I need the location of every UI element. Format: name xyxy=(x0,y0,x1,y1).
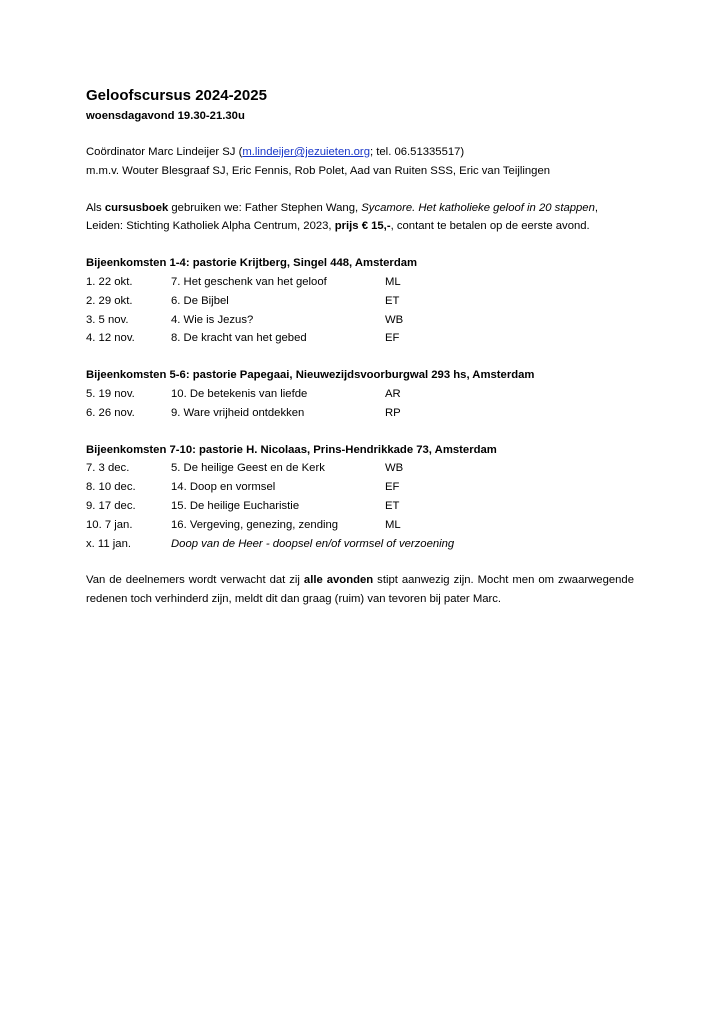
spacer xyxy=(86,236,634,254)
book-publisher: Leiden: Stichting Katholiek Alpha Centrum, 2023, xyxy=(86,220,335,233)
book-text: gebruiken we: Father Stephen Wang, xyxy=(168,201,362,214)
schedule-row xyxy=(86,516,634,535)
document-subtitle: woensdagavond 19.30-21.30u xyxy=(86,110,245,122)
schedule-row xyxy=(86,385,634,404)
section-meetings-7-10 xyxy=(86,441,634,554)
row-date: 5. 19 nov. xyxy=(86,387,135,400)
closing-text: stipt aanwezig zijn. Mocht men om zwaarwegende redenen toch verhinderd zijn, meldt dit dan graag (ruim) van tevoren bij pater Marc. xyxy=(86,574,634,606)
book-line-1 xyxy=(86,199,634,218)
row-initials: AR xyxy=(385,387,401,400)
row-initials: ML xyxy=(385,275,401,288)
assistants-line: m.m.v. Wouter Blesgraaf SJ, Eric Fennis, Rob Polet, Aad van Ruiten SSS, Eric van Teijlingen xyxy=(86,164,551,177)
schedule-row xyxy=(86,404,634,423)
spacer xyxy=(86,181,634,199)
coordinator-prefix: Coördinator Marc Lindeijer SJ ( xyxy=(86,146,243,158)
book-price: prijs € 15,- xyxy=(334,220,391,233)
row-initials: ET xyxy=(385,294,400,307)
section-heading: Bijeenkomsten 5-6: pastorie Papegaai, Nieuwezijdsvoorburgwal 293 hs, Amsterdam xyxy=(86,369,535,382)
closing-emphasis: alle avonden xyxy=(303,574,374,587)
row-topic: 5. De heilige Geest en de Kerk xyxy=(171,462,325,475)
schedule-row xyxy=(86,497,634,516)
spacer xyxy=(86,423,634,441)
row-initials: ML xyxy=(385,518,401,531)
row-date: 10. 7 jan. xyxy=(86,518,133,531)
row-extra-text: Doop van de Heer - doopsel en/of vormsel of verzoening xyxy=(171,537,455,550)
row-initials: ET xyxy=(385,499,400,512)
schedule-row xyxy=(86,459,634,478)
schedule-row xyxy=(86,329,634,348)
document-title: Geloofscursus 2024-2025 xyxy=(86,87,267,104)
book-title: Sycamore. Het katholieke geloof in 20 stappen xyxy=(361,201,595,214)
closing-text: Van de deelnemers wordt verwacht dat zij xyxy=(86,574,304,587)
document-content xyxy=(86,86,634,609)
coordinator-email-link[interactable]: m.lindeijer@jezuieten.org xyxy=(242,146,370,158)
schedule-row xyxy=(86,273,634,292)
row-date: 8. 10 dec. xyxy=(86,481,136,494)
coordinator-suffix: ; tel. 06.51335517) xyxy=(369,146,465,158)
section-heading: Bijeenkomsten 1-4: pastorie Krijtberg, Singel 448, Amsterdam xyxy=(86,257,418,270)
spacer xyxy=(86,553,634,571)
row-topic: 8. De kracht van het gebed xyxy=(171,332,307,345)
book-text: , xyxy=(594,201,599,214)
book-text: Als xyxy=(86,201,105,214)
row-date: 6. 26 nov. xyxy=(86,406,135,419)
row-topic: 16. Vergeving, genezing, zending xyxy=(171,518,339,531)
section-heading: Bijeenkomsten 7-10: pastorie H. Nicolaas, Prins-Hendrikkade 73, Amsterdam xyxy=(86,443,497,456)
closing-paragraph xyxy=(86,571,634,609)
row-topic: 6. De Bijbel xyxy=(171,294,229,307)
schedule-row xyxy=(86,292,634,311)
row-topic: 14. Doop en vormsel xyxy=(171,481,276,494)
section-meetings-5-6 xyxy=(86,366,634,422)
row-topic: 9. Ware vrijheid ontdekken xyxy=(171,406,305,419)
schedule-row-extra xyxy=(86,535,634,554)
row-initials: RP xyxy=(385,406,401,419)
schedule-row xyxy=(86,311,634,330)
book-line-2 xyxy=(86,217,634,236)
row-date: 3. 5 nov. xyxy=(86,313,129,326)
row-topic: 7. Het geschenk van het geloof xyxy=(171,275,327,288)
book-payment-note: , contant te betalen op de eerste avond. xyxy=(390,220,590,233)
row-initials: EF xyxy=(385,481,400,494)
row-initials: WB xyxy=(385,313,404,326)
row-date: 4. 12 nov. xyxy=(86,332,135,345)
spacer xyxy=(86,348,634,366)
row-date: 1. 22 okt. xyxy=(86,275,133,288)
row-topic: 10. De betekenis van liefde xyxy=(171,387,308,400)
book-label: cursusboek xyxy=(104,201,169,214)
schedule-row xyxy=(86,478,634,497)
row-topic: 4. Wie is Jezus? xyxy=(171,313,254,326)
row-topic: 15. De heilige Eucharistie xyxy=(171,499,300,512)
row-date: 9. 17 dec. xyxy=(86,499,136,512)
row-initials: WB xyxy=(385,462,404,475)
row-date: 2. 29 okt. xyxy=(86,294,133,307)
coordinator-line xyxy=(86,143,634,162)
row-date: 7. 3 dec. xyxy=(86,462,130,475)
row-date: x. 11 jan. xyxy=(86,537,132,550)
section-meetings-1-4 xyxy=(86,254,634,348)
row-initials: EF xyxy=(385,332,400,345)
